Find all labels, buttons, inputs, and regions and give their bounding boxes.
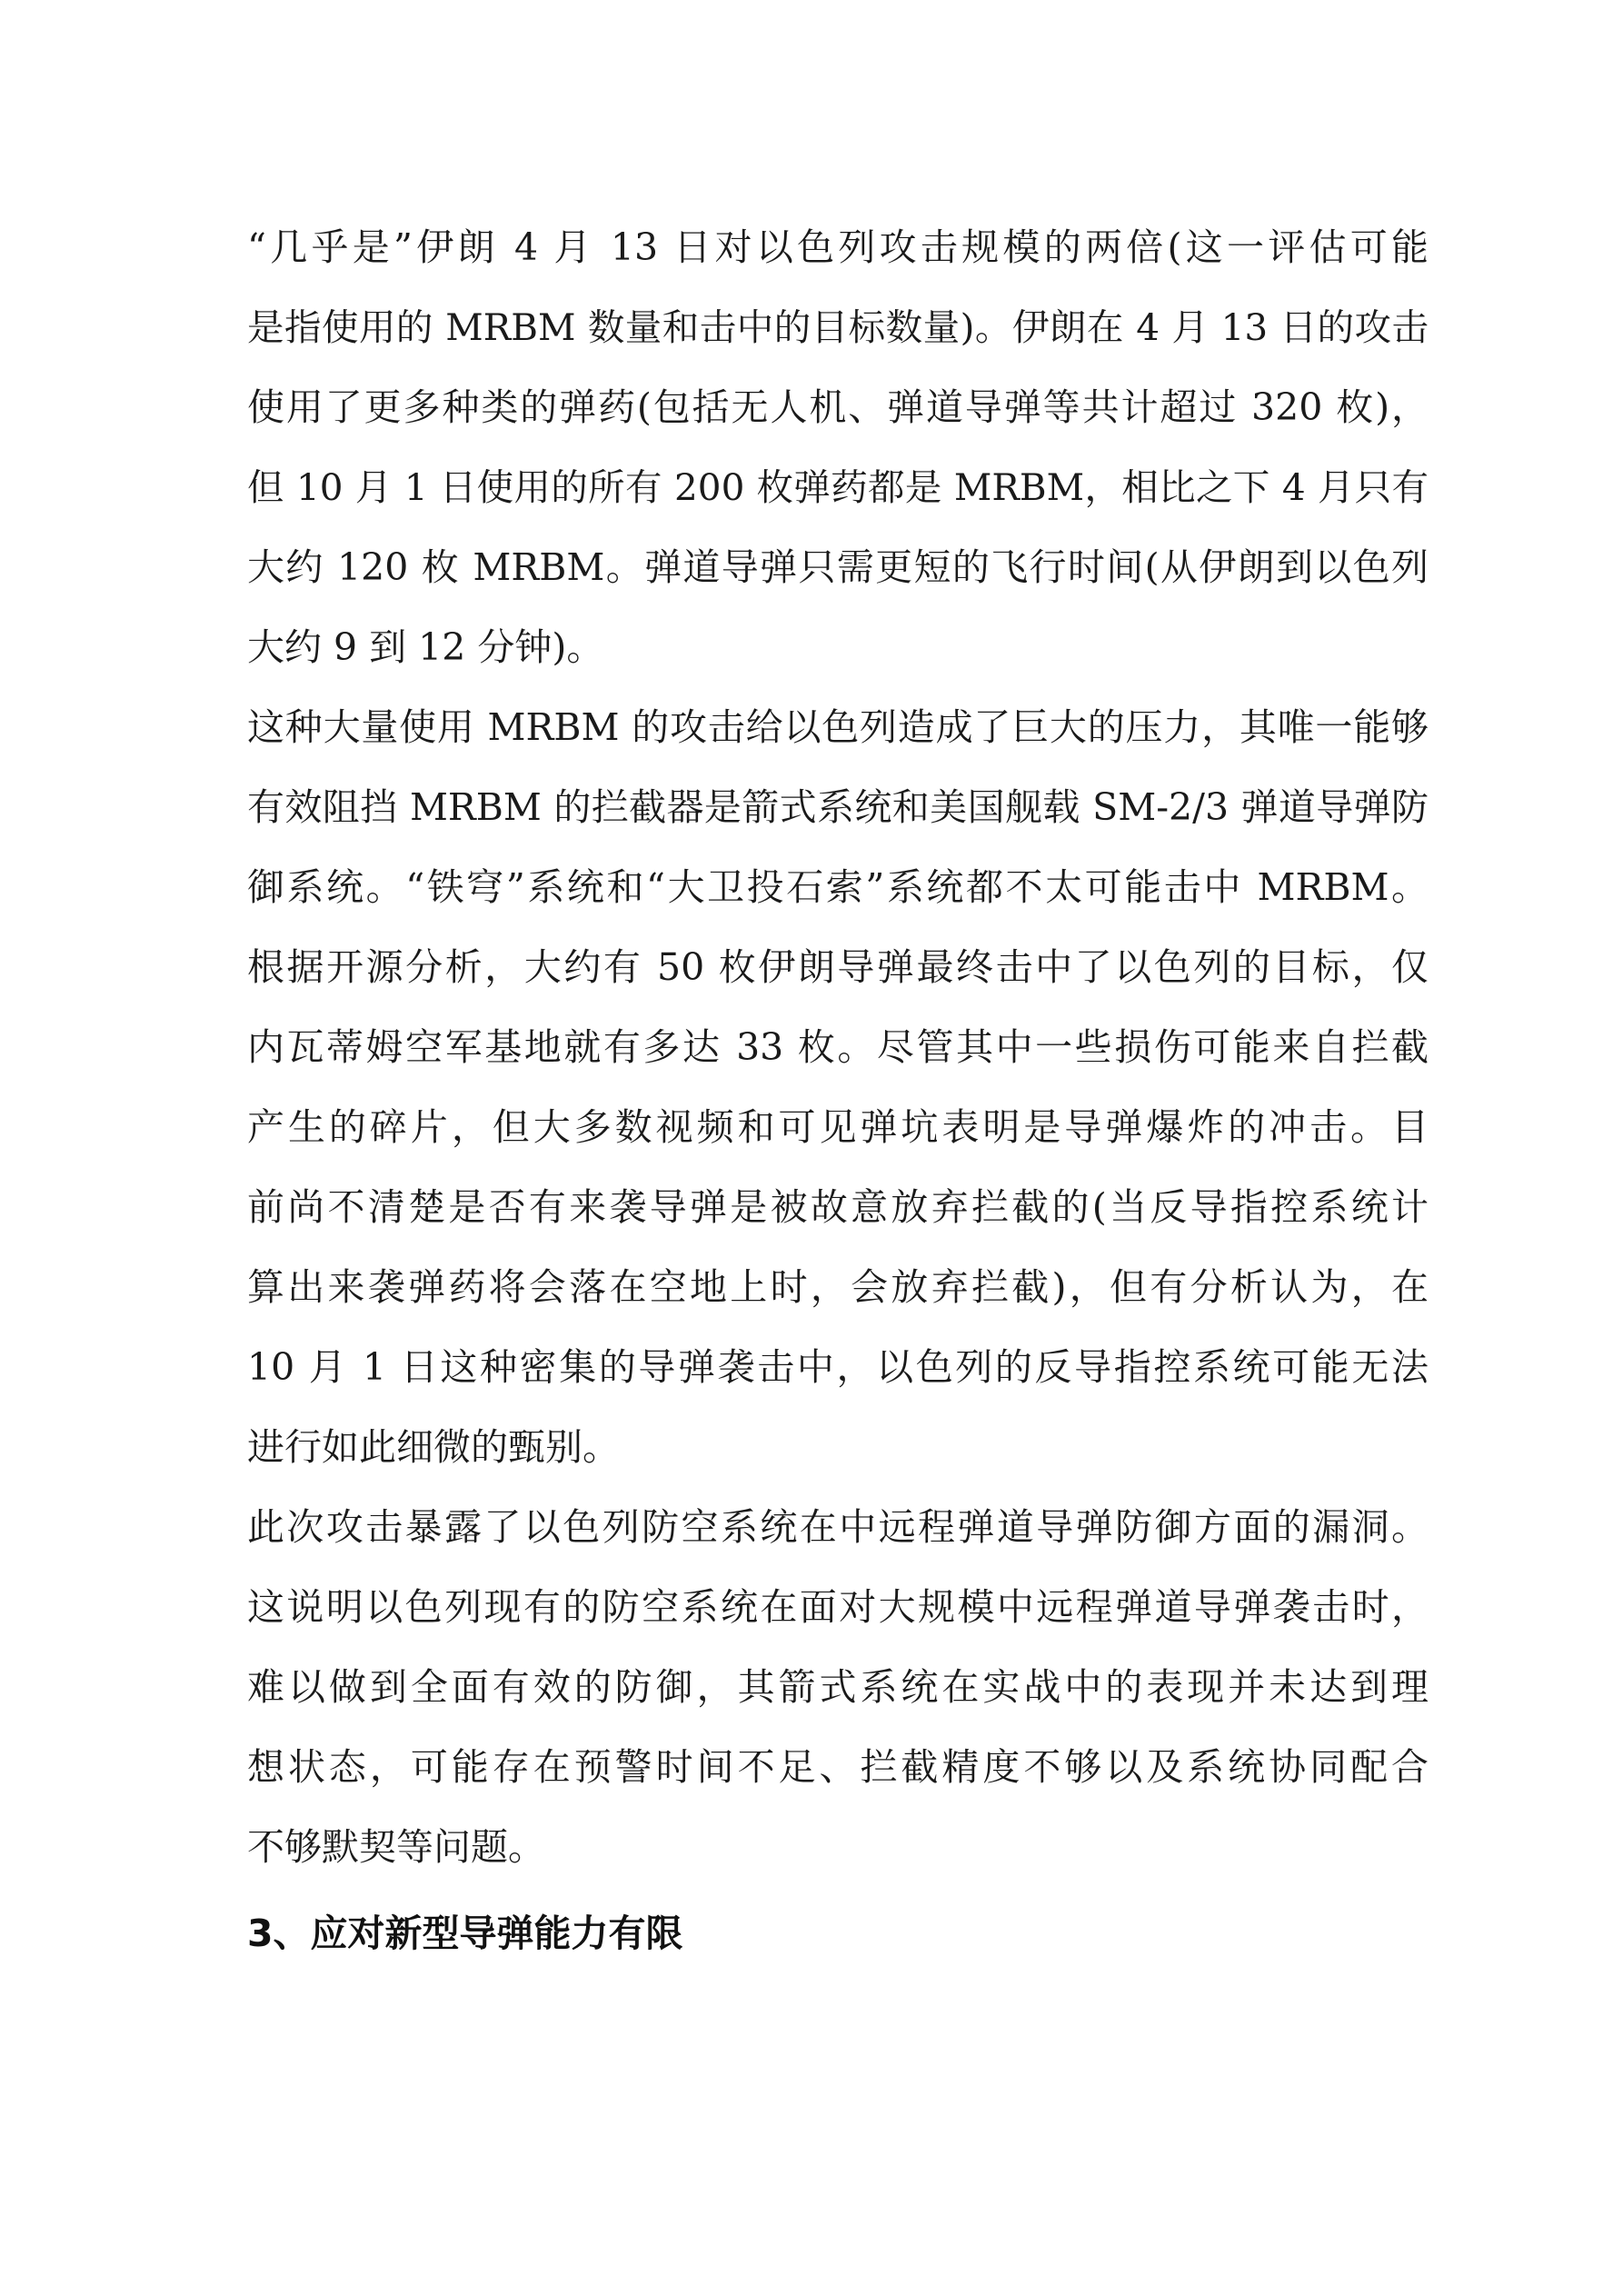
line-text: 难以做到全面有效的防御，其箭式系统在实战中的表现并未达到理	[247, 1665, 1429, 1709]
text-line	[247, 687, 1429, 767]
text-line	[247, 607, 1429, 687]
line-text: 根据开源分析，大约有 50 枚伊朗导弹最终击中了以色列的目标，仅	[247, 945, 1429, 989]
line-text: 使用了更多种类的弹药(包括无人机、弹道导弹等共计超过 320 枚)，	[247, 385, 1429, 429]
text-line	[247, 1087, 1429, 1167]
text-line	[247, 527, 1429, 607]
line-text: 大约 120 枚 MRBM。弹道导弹只需更短的飞行时间(从伊朗到以色列	[247, 545, 1429, 589]
text-line	[247, 1407, 1429, 1487]
text-line	[247, 1167, 1429, 1247]
text-line	[247, 1247, 1429, 1327]
text-line	[247, 447, 1429, 527]
text-line	[247, 1007, 1429, 1087]
section-heading: 3、应对新型导弹能力有限	[247, 1912, 683, 1955]
line-text: 内瓦蒂姆空军基地就有多达 33 枚。尽管其中一些损伤可能来自拦截	[247, 1025, 1429, 1069]
line-text: 这种大量使用 MRBM 的攻击给以色列造成了巨大的压力，其唯一能够	[247, 705, 1429, 749]
text-line	[247, 1327, 1429, 1407]
line-text: “几乎是”伊朗 4 月 13 日对以色列攻击规模的两倍(这一评估可能	[247, 225, 1429, 269]
text-line	[247, 1487, 1429, 1567]
text-line	[247, 927, 1429, 1007]
paragraph-3	[247, 1487, 1429, 1887]
line-text: 算出来袭弹药将会落在空地上时，会放弃拦截)，但有分析认为，在	[247, 1265, 1429, 1309]
line-text: 大约 9 到 12 分钟)。	[247, 625, 604, 669]
text-line	[247, 847, 1429, 927]
text-line	[247, 287, 1429, 367]
document-body	[247, 207, 1429, 1974]
text-line	[247, 367, 1429, 447]
line-text: 这说明以色列现有的防空系统在面对大规模中远程弹道导弹袭击时，	[247, 1585, 1429, 1629]
line-text: 10 月 1 日这种密集的导弹袭击中，以色列的反导指控系统可能无法	[247, 1345, 1429, 1389]
line-text: 产生的碎片，但大多数视频和可见弹坑表明是导弹爆炸的冲击。目	[247, 1105, 1429, 1149]
line-text: 想状态，可能存在预警时间不足、拦截精度不够以及系统协同配合	[247, 1745, 1429, 1789]
line-text: 有效阻挡 MRBM 的拦截器是箭式系统和美国舰载 SM-2/3 弹道导弹防	[247, 785, 1429, 829]
line-text: 此次攻击暴露了以色列防空系统在中远程弹道导弹防御方面的漏洞。	[247, 1505, 1429, 1549]
line-text: 进行如此细微的甄别。	[247, 1425, 620, 1469]
text-line	[247, 1567, 1429, 1647]
paragraph-1	[247, 207, 1429, 687]
text-line	[247, 767, 1429, 847]
paragraph-2	[247, 687, 1429, 1487]
line-text: 前尚不清楚是否有来袭导弹是被故意放弃拦截的(当反导指控系统计	[247, 1185, 1429, 1229]
line-text: 但 10 月 1 日使用的所有 200 枚弹药都是 MRBM，相比之下 4 月只有	[247, 465, 1429, 509]
line-text: 不够默契等问题。	[247, 1825, 545, 1869]
text-line	[247, 1807, 1429, 1887]
text-line	[247, 1647, 1429, 1727]
line-text: 御系统。“铁穹”系统和“大卫投石索”系统都不太可能击中 MRBM。	[247, 865, 1429, 909]
text-line	[247, 207, 1429, 287]
line-text: 是指使用的 MRBM 数量和击中的目标数量)。伊朗在 4 月 13 日的攻击	[247, 305, 1429, 349]
text-line	[247, 1727, 1429, 1807]
